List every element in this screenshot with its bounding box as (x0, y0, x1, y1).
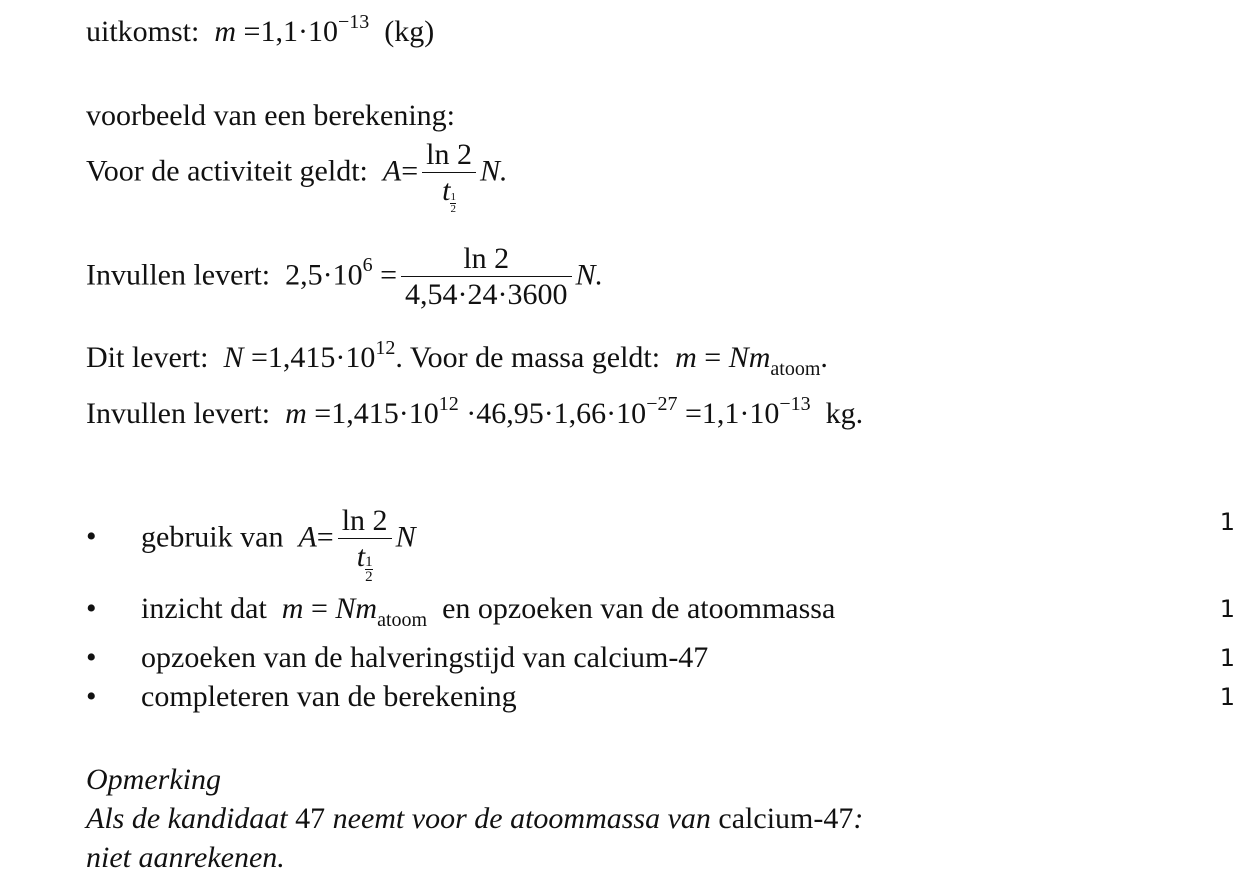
criterion-text: opzoeken van de halveringstijd van calcium-47 (141, 641, 709, 674)
criterion-score: 1 (1219, 683, 1235, 711)
dit-m: m (675, 341, 697, 374)
crit2-sub: atoom (377, 609, 428, 631)
result-unit: (kg) (384, 15, 435, 48)
fill2-eq2: = (684, 397, 702, 430)
fill1-numerator: ln 2 (401, 242, 571, 277)
criterion-text: completeren van de berekening (141, 680, 517, 713)
half-num: 1 (365, 553, 373, 570)
activity-t: t (442, 174, 451, 207)
dit-exp: 12 (375, 337, 396, 359)
fill2-m: m (285, 397, 307, 430)
fill2-b: ·46,95·1,66·10 (466, 397, 647, 430)
criterion-text: inzicht dat (141, 592, 267, 625)
result-eq: = (243, 15, 261, 48)
fill2-c: 1,1·10 (701, 397, 780, 430)
criterion-text-post: en opzoeken van de atoommassa (442, 592, 836, 625)
fill2-a: 1,415·10 (331, 397, 439, 430)
fill1-label: Invullen levert: (86, 258, 271, 292)
crit-eq: = (316, 520, 334, 554)
activity-rhs: N. (479, 154, 508, 188)
crit2-eq: = (310, 592, 328, 625)
dit-val: 1,415·10 (267, 341, 376, 374)
fill1-fraction (401, 242, 571, 313)
dit-eq: = (250, 341, 268, 374)
fill1-denominator: 4,54·24·3600 (405, 278, 568, 311)
criterion-2 (86, 591, 835, 630)
dit-line (86, 337, 828, 380)
criterion-3 (86, 640, 708, 676)
crit-lhs: A (298, 520, 317, 554)
crit2-m: m (281, 592, 304, 625)
criterion-1 (86, 504, 416, 585)
remark-b: 47 (295, 802, 326, 835)
crit-fraction (338, 504, 392, 585)
dit-n: N (223, 341, 244, 374)
fill2-b-exp: −27 (646, 393, 678, 415)
criterion-4 (86, 679, 517, 715)
bullet: • (86, 680, 97, 713)
dit-nm: Nm (728, 341, 771, 374)
dit-end: . (820, 341, 828, 374)
result-mantissa: 1,1·10 (260, 15, 338, 48)
remark-line-1 (86, 801, 863, 837)
result-m: m (214, 15, 237, 48)
activity-line (86, 138, 508, 215)
remark-d: calcium-47 (718, 802, 854, 835)
criterion-score: 1 (1219, 644, 1235, 672)
criterion-score: 1 (1219, 508, 1235, 536)
activity-fraction (422, 138, 476, 215)
remark-a: Als de kandidaat (86, 802, 288, 835)
activity-lhs: A (382, 154, 402, 188)
fill2-line (86, 393, 864, 435)
fill2-label: Invullen levert: (86, 397, 271, 430)
criterion-score: 1 (1219, 595, 1235, 623)
crit-rhs: N (395, 520, 416, 554)
half-den: 2 (365, 568, 373, 585)
crit-t: t (356, 540, 366, 573)
fill2-a-exp: 12 (438, 393, 459, 415)
bullet: • (86, 641, 97, 674)
fill2-unit: kg. (825, 397, 864, 430)
crit-numerator: ln 2 (338, 504, 392, 539)
criterion-text: gebruik van (141, 520, 284, 554)
remark-title: Opmerking (86, 763, 221, 796)
fill1-exp: 6 (362, 254, 373, 277)
dit-after: . Voor de massa geldt: (395, 341, 661, 374)
bullet: • (86, 520, 97, 554)
fill2-c-exp: −13 (779, 393, 811, 415)
fill1-eq: = (380, 258, 398, 292)
example-title: voorbeeld van een berekening: (86, 99, 456, 132)
result-label: uitkomst: (86, 15, 200, 48)
result-line (86, 11, 435, 53)
fill1-lhs: 2,5·10 (285, 258, 363, 292)
activity-eq: = (401, 154, 419, 188)
fill1-rhs: N. (575, 258, 604, 292)
remark-e: : (853, 802, 864, 835)
activity-label: Voor de activiteit geldt: (86, 154, 368, 188)
half-den: 2 (450, 202, 456, 215)
crit2-nm: Nm (335, 592, 378, 625)
dit-sub: atoom (770, 358, 821, 380)
fill1-line (86, 242, 603, 313)
remark-line-2: niet aanrekenen. (86, 841, 285, 874)
bullet: • (86, 592, 97, 625)
half-num: 1 (450, 190, 456, 203)
activity-numerator: ln 2 (422, 138, 476, 173)
fill2-eq: = (314, 397, 332, 430)
remark-c: neemt voor de atoommassa van (332, 802, 711, 835)
dit-eq2: = (704, 341, 722, 374)
dit-label: Dit levert: (86, 341, 209, 374)
result-exp: −13 (337, 11, 370, 33)
